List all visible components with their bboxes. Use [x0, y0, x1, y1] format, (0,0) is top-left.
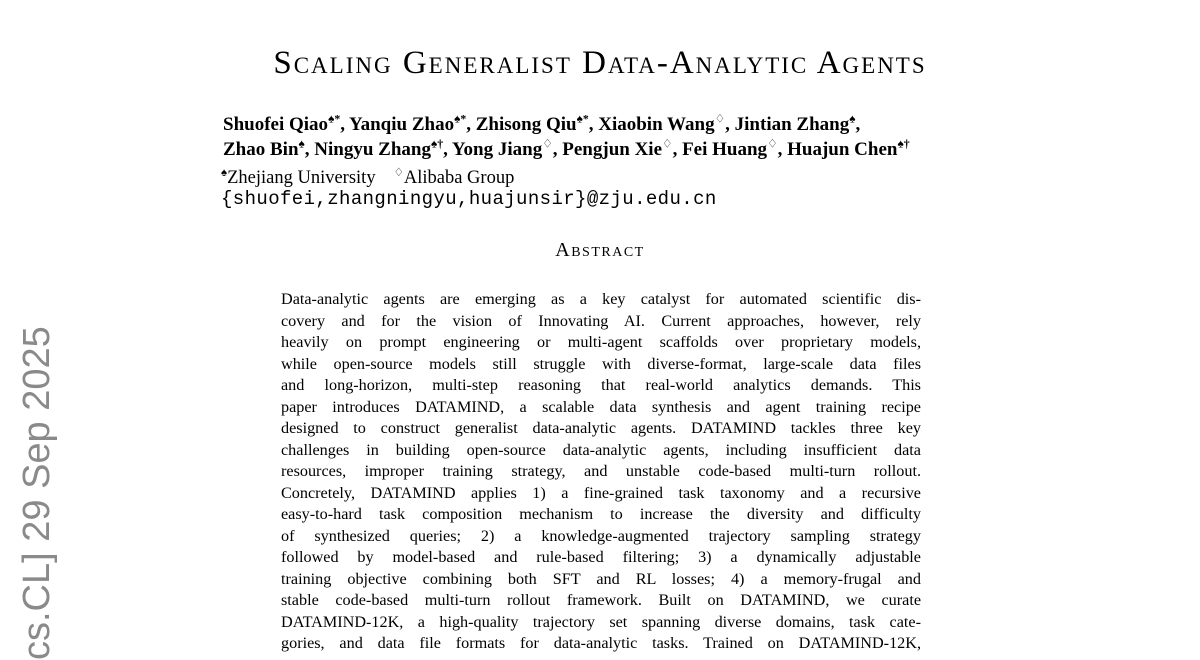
abstract-line: heavily on prompt engineering or multi-agent scaffolds over proprietary models, — [281, 333, 921, 351]
author-name: Fei Huang — [682, 139, 768, 160]
author-name: Yanqiu Zhao — [349, 114, 455, 135]
author-superscript: ♢ — [542, 137, 553, 151]
author-line-1 — [223, 112, 910, 137]
author-name: Zhao Bin — [223, 139, 299, 160]
abstract-line: DATAMIND-12K, a high-quality trajectory set spanning diverse domains, task cate- — [281, 612, 921, 631]
author-superscript: ♢ — [767, 137, 778, 151]
author-name: Jintian Zhang — [734, 114, 850, 135]
author — [735, 114, 861, 135]
contact-email: {shuofei,zhangningyu,huajunsir}@zju.edu.cn — [221, 188, 717, 210]
paper-title: Scaling Generalist Data-Analytic Agents — [273, 45, 927, 81]
abstract-line: challenges in building open-source data-analytic agents, including insufficient data — [281, 440, 921, 459]
author-name: Yong Jiang — [451, 139, 543, 160]
author-superscript: ♠† — [897, 137, 910, 151]
author-name: Ningyu Zhang — [314, 139, 431, 160]
abstract-line: covery and for the vision of Innovating AI. Current approaches, however, rely — [281, 311, 921, 330]
author-separator: , — [777, 139, 788, 160]
abstract-line: Concretely, DATAMIND applies 1) a fine-grained task taxonomy and a recursive — [281, 483, 921, 502]
abstract-line: gories, and data file formats for data-analytic tasks. Trained on DATAMIND-12K, — [281, 634, 921, 652]
abstract-line: while open-source models still struggle with diverse-format, large-scale data files — [281, 354, 921, 373]
author-separator: , — [588, 114, 599, 135]
author-block — [223, 112, 910, 162]
author-superscript: ♢ — [714, 112, 726, 126]
author — [476, 114, 599, 135]
author-separator: , — [466, 114, 476, 135]
arxiv-stamp: cs.CL] 29 Sep 2025 — [16, 326, 58, 660]
author-superscript: ♠ — [298, 137, 305, 151]
author-superscript: ♠* — [328, 112, 341, 126]
abstract-line: stable code-based multi-turn rollout framework. Built on DATAMIND, we curate — [281, 591, 921, 609]
author-separator: , — [443, 139, 452, 160]
author-superscript: ♠† — [430, 137, 444, 151]
author — [223, 139, 314, 160]
affiliation-marker: ♢ — [393, 166, 404, 179]
affiliation-marker: ♠ — [221, 166, 228, 179]
author — [452, 139, 562, 160]
abstract-line: training objective combining both SFT and RL losses; 4) a memory-frugal and — [281, 569, 921, 588]
author-line-2 — [223, 137, 910, 162]
affiliation — [394, 168, 515, 188]
author-superscript: ♠* — [576, 112, 589, 126]
author — [682, 139, 787, 160]
author-name: Shuofei Qiao — [223, 114, 329, 135]
abstract-line: followed by model-based and rule-based filtering; 3) a dynamically adjustable — [281, 548, 921, 566]
author — [223, 114, 349, 135]
author-separator: , — [672, 139, 683, 160]
author-name: Xiaobin Wang — [598, 114, 715, 135]
author-separator: , — [725, 114, 735, 135]
author-separator: , — [855, 114, 861, 135]
abstract-line: of synthesized queries; 2) a knowledge-augmented trajectory sampling strategy — [281, 526, 921, 545]
author-name: Pengjun Xie — [562, 139, 663, 160]
abstract-line: resources, improper training strategy, and unstable code-based multi-turn rollout. — [281, 462, 921, 480]
affiliation — [221, 168, 376, 188]
abstract-line: Data-analytic agents are emerging as a key catalyst for automated scientific dis- — [281, 290, 921, 308]
author-separator: , — [304, 139, 315, 160]
author-superscript: ♢ — [662, 137, 673, 151]
abstract-line: paper introduces DATAMIND, a scalable data synthesis and agent training recipe — [281, 397, 921, 416]
author — [598, 114, 734, 135]
abstract-line: easy-to-hard task composition mechanism to increase the diversity and difficulty — [281, 505, 921, 523]
author — [314, 139, 452, 160]
affiliation-name: Alibaba Group — [403, 168, 515, 188]
author — [787, 139, 910, 160]
author-superscript: ♠ — [849, 112, 856, 126]
abstract-line: and long-horizon, multi-step reasoning that real-world analytics demands. This — [281, 376, 921, 394]
author — [349, 114, 476, 135]
abstract-heading: Abstract — [555, 239, 645, 261]
author-superscript: ♠* — [454, 112, 467, 126]
author-name: Huajun Chen — [787, 139, 898, 160]
author — [562, 139, 682, 160]
author-name: Zhisong Qiu — [475, 114, 577, 135]
abstract-body — [281, 289, 921, 655]
author-separator: , — [340, 114, 349, 135]
abstract-line: designed to construct generalist data-analytic agents. DATAMIND tackles three key — [281, 419, 921, 437]
author-separator: , — [552, 139, 563, 160]
affiliation-name: Zhejiang University — [227, 168, 376, 188]
